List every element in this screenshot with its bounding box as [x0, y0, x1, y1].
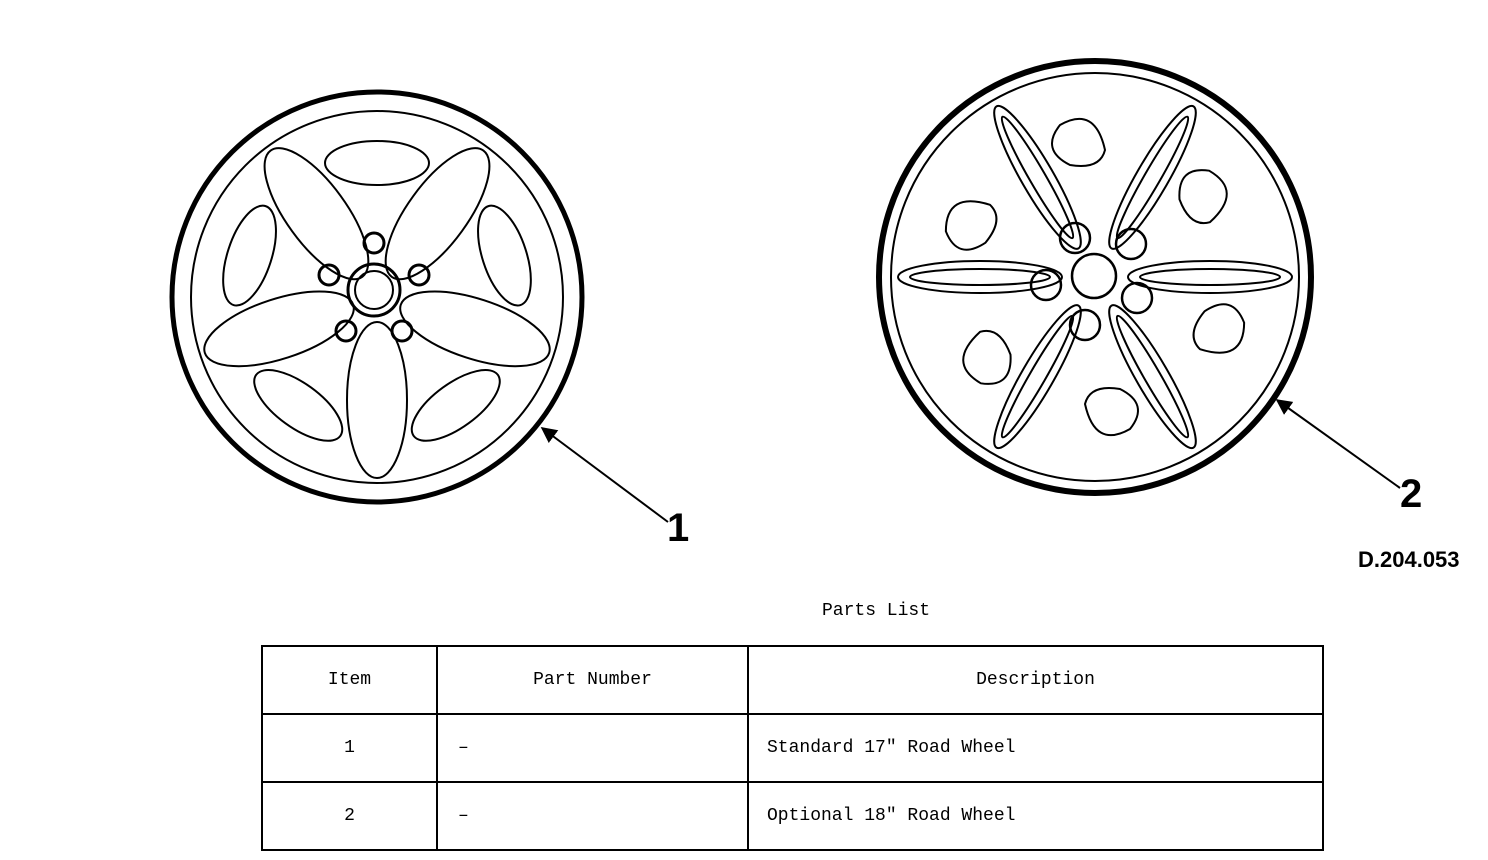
table-header-row	[262, 646, 1323, 714]
callout-2-leader	[1277, 400, 1400, 488]
parts-list-table	[261, 645, 1324, 851]
column-header-description: Description	[748, 646, 1323, 714]
column-header-part-number: Part Number	[437, 646, 748, 714]
cell-description: Optional 18" Road Wheel	[748, 782, 1323, 850]
cell-part-number: –	[437, 782, 748, 850]
cell-item: 2	[262, 782, 437, 850]
table-row	[262, 714, 1323, 782]
column-header-item: Item	[262, 646, 437, 714]
parts-list-title: Parts List	[822, 601, 931, 621]
table-row	[262, 782, 1323, 850]
wheel-2-illustration	[879, 61, 1311, 493]
callout-1-leader	[542, 428, 668, 522]
figure-reference-code: D.204.053	[1358, 547, 1460, 572]
wheel-1-illustration	[172, 92, 582, 502]
cell-part-number: –	[437, 714, 748, 782]
callout-label-2: 2	[1400, 472, 1423, 516]
callout-label-1: 1	[667, 506, 690, 550]
cell-description: Standard 17" Road Wheel	[748, 714, 1323, 782]
cell-item: 1	[262, 714, 437, 782]
